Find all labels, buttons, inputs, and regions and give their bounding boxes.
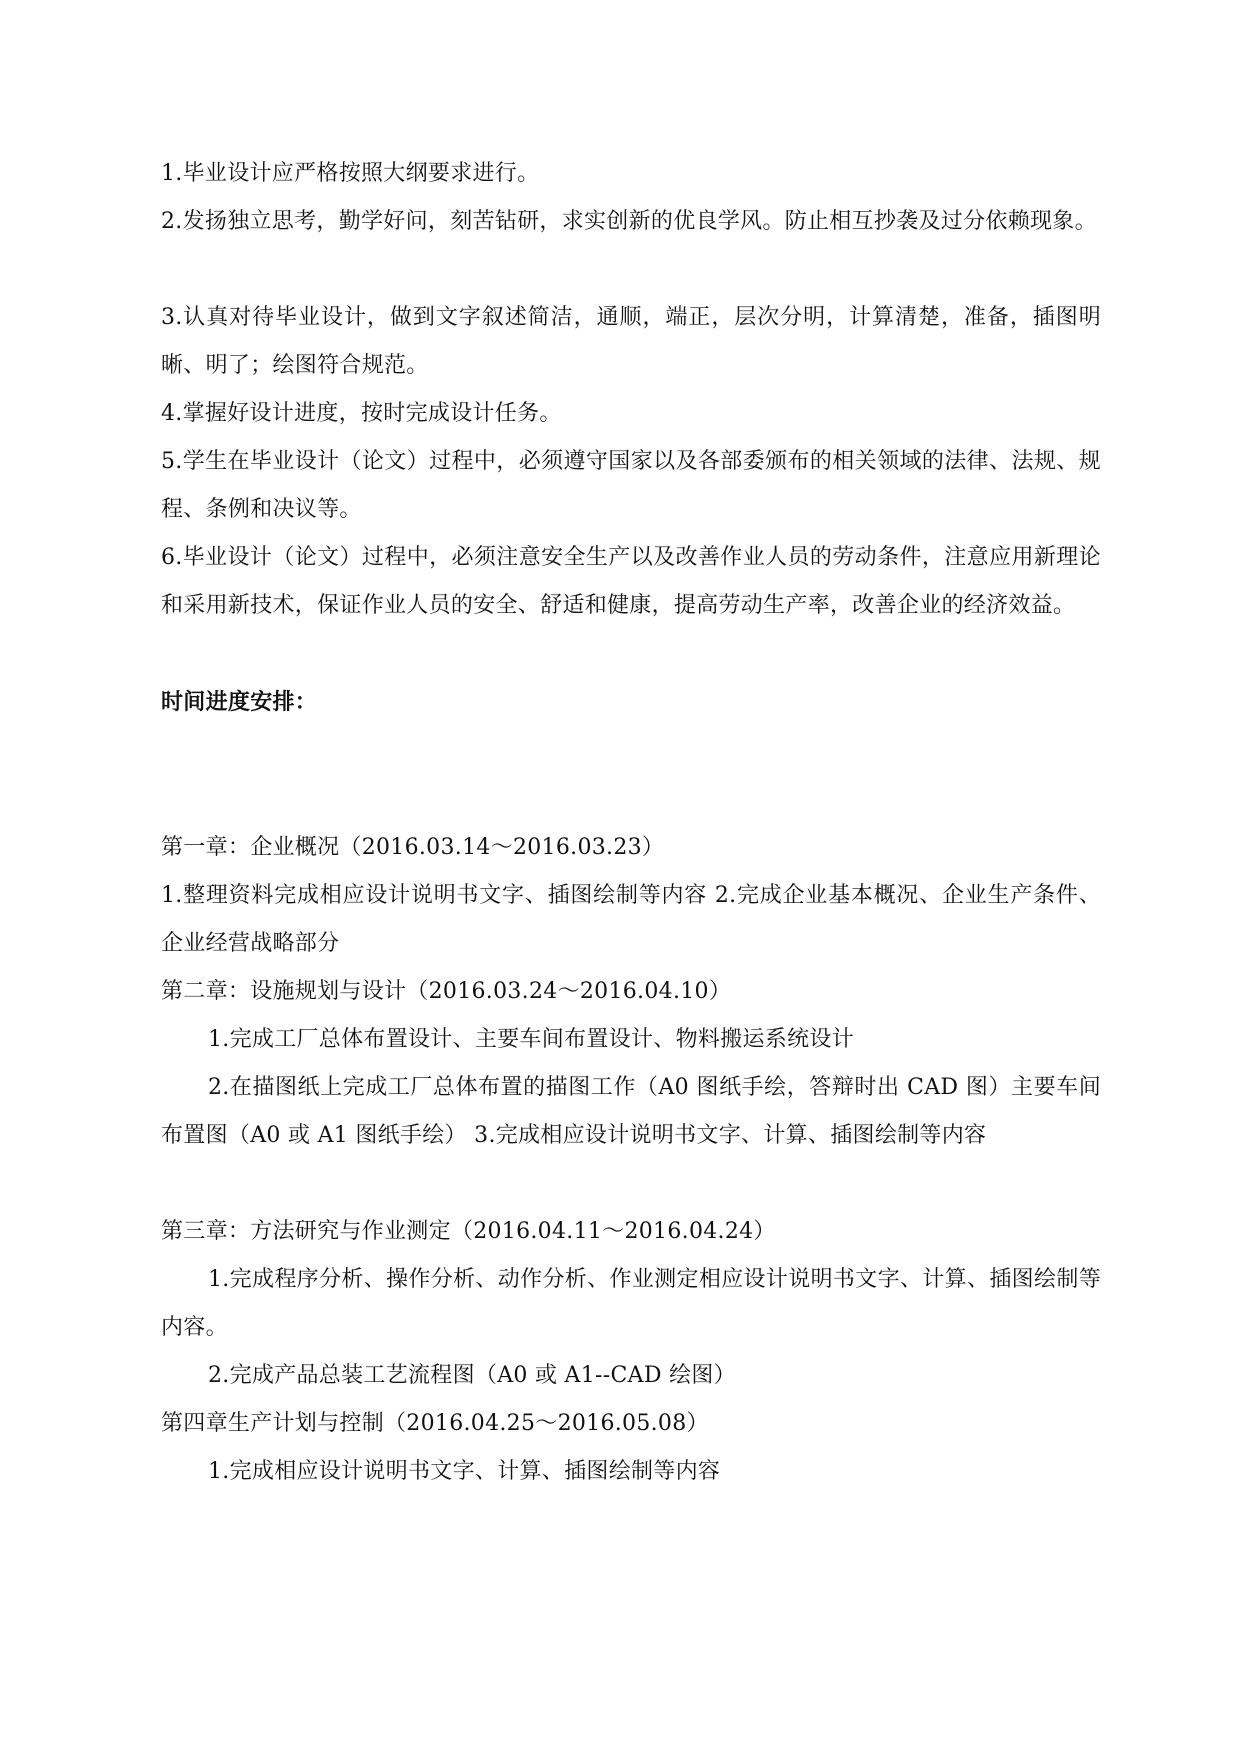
requirement-5: 5.学生在毕业设计（论文）过程中，必须遵守国家以及各部委颁布的相关领域的法律、法规、规程、条例和决议等。 xyxy=(161,449,1101,522)
chapter-4-title: 第四章生产计划与控制（2016.04.25～2016.05.08） xyxy=(161,1411,709,1436)
requirement-2: 2.发扬独立思考，勤学好问，刻苦钻研，求实创新的优良学风。防止相互抄袭及过分依赖现象。 xyxy=(161,209,1097,234)
requirement-3: 3.认真对待毕业设计，做到文字叙述简洁，通顺，端正，层次分明，计算清楚，准备，插图明晰、明了；绘图符合规范。 xyxy=(161,305,1101,378)
chapter-3-item-2: 2.完成产品总装工艺流程图（A0 或 A1--CAD 绘图） xyxy=(208,1363,736,1388)
chapter-2-item-1: 1.完成工厂总体布置设计、主要车间布置设计、物料搬运系统设计 xyxy=(208,1027,854,1052)
chapter-2-item-2: 2.在描图纸上完成工厂总体布置的描图工作（A0 图纸手绘，答辩时出 CAD 图）主要车间布置图（A0 或 A1 图纸手绘） 3.完成相应设计说明书文字、计算、插图绘制等内容 xyxy=(161,1075,1101,1148)
chapter-3-item-1: 1.完成程序分析、操作分析、动作分析、作业测定相应设计说明书文字、计算、插图绘制等内容。 xyxy=(161,1267,1101,1340)
chapter-3-title: 第三章：方法研究与作业测定（2016.04.11～2016.04.24） xyxy=(161,1219,776,1244)
chapter-2-title: 第二章：设施规划与设计（2016.03.24～2016.04.10） xyxy=(161,979,732,1004)
requirement-4: 4.掌握好设计进度，按时完成设计任务。 xyxy=(161,401,562,426)
requirement-6: 6.毕业设计（论文）过程中，必须注意安全生产以及改善作业人员的劳动条件，注意应用新理论和采用新技术，保证作业人员的安全、舒适和健康，提高劳动生产率，改善企业的经济效益。 xyxy=(161,545,1101,618)
chapter-4-item-1: 1.完成相应设计说明书文字、计算、插图绘制等内容 xyxy=(208,1459,721,1484)
chapter-1-item-1: 1.整理资料完成相应设计说明书文字、插图绘制等内容 2.完成企业基本概况、企业生产条件、企业经营战略部分 xyxy=(161,883,1101,956)
requirement-1: 1.毕业设计应严格按照大纲要求进行。 xyxy=(161,161,540,186)
schedule-heading: 时间进度安排： xyxy=(161,689,318,715)
chapter-1-title: 第一章：企业概况（2016.03.14～2016.03.23） xyxy=(161,835,665,860)
